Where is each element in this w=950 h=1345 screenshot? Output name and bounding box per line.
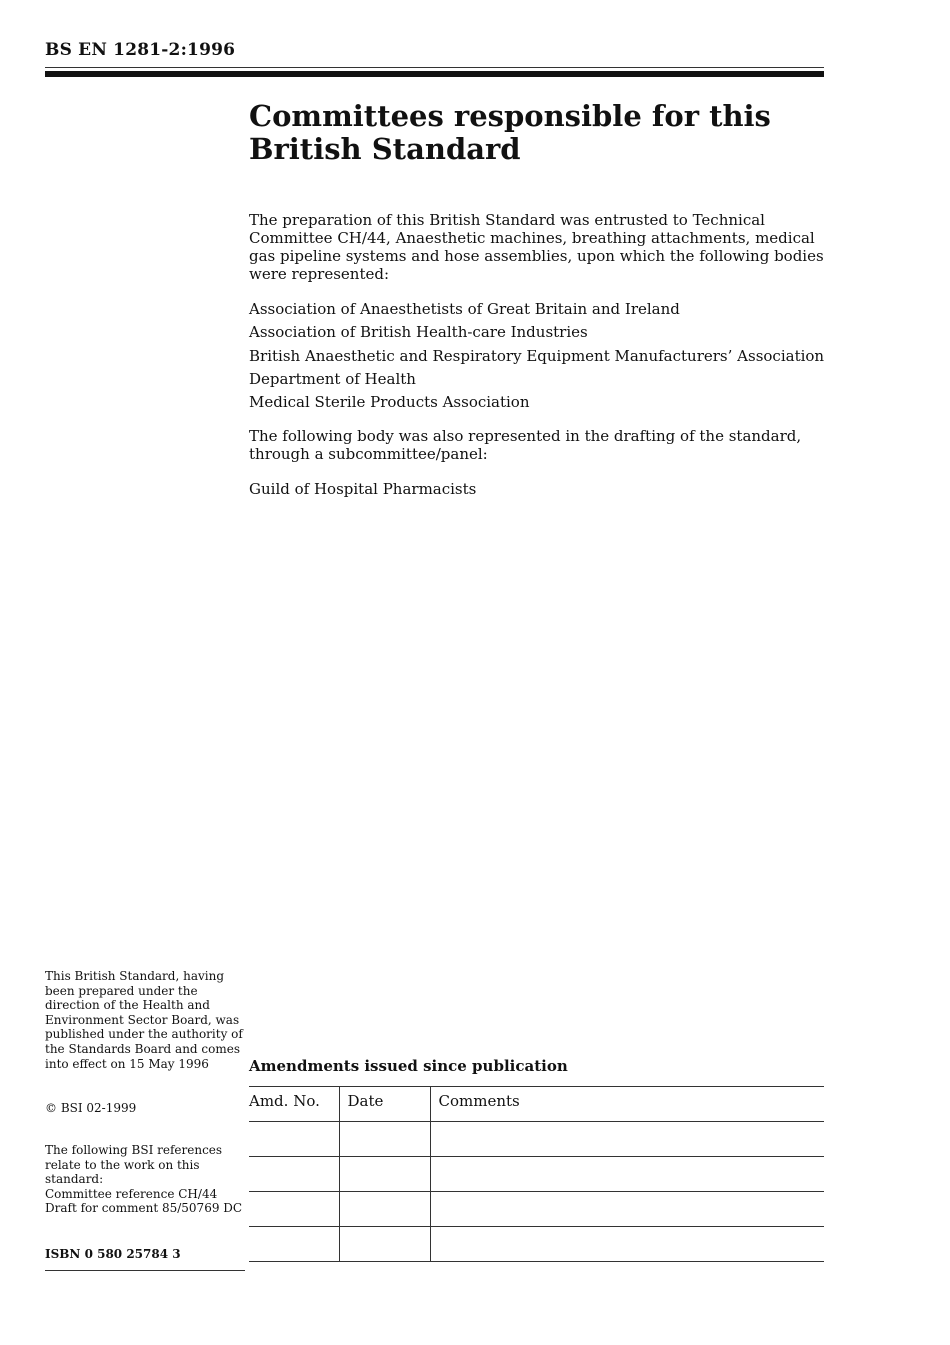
- table-cell: [430, 1227, 824, 1262]
- header-rule-thick: [45, 71, 824, 77]
- intro-paragraph: The preparation of this British Standard was entrusted to Technical Committee CH/44, Anaesthetic machines, breathing attachments, medical gas pipeline systems and hose assemblies, upon which the following bodies were represented:: [249, 211, 824, 283]
- table-cell: [249, 1157, 339, 1192]
- table-cell: [430, 1192, 824, 1227]
- list-item: Association of British Health-care Industries: [249, 323, 588, 342]
- table-cell: [249, 1192, 339, 1227]
- column-header-comments: Comments: [430, 1087, 824, 1122]
- table-cell: [339, 1157, 430, 1192]
- column-header-date: Date: [339, 1087, 430, 1122]
- table-cell: [430, 1122, 824, 1157]
- sidebar-bottom-rule: [45, 1270, 245, 1271]
- bsi-references: [45, 1143, 245, 1216]
- table-row: [249, 1192, 824, 1227]
- table-cell: [249, 1122, 339, 1157]
- also-represented-paragraph: The following body was also represented in the drafting of the standard, through a subcommittee/panel:: [249, 427, 802, 463]
- references-intro: The following BSI references relate to the work on this standard:: [45, 1143, 223, 1187]
- also-body-item: Guild of Hospital Pharmacists: [249, 480, 477, 498]
- represented-bodies-list: [249, 299, 824, 415]
- list-item: Association of Anaesthetists of Great Britain and Ireland: [249, 300, 680, 318]
- column-header-amd-no: Amd. No.: [249, 1087, 339, 1122]
- isbn: ISBN 0 580 25784 3: [45, 1247, 181, 1261]
- draft-reference: Draft for comment 85/50769 DC: [45, 1201, 243, 1216]
- table-row: [249, 1227, 824, 1262]
- header-rule-thin: [45, 67, 824, 68]
- publication-note: This British Standard, having been prepared under the direction of the Health and Environment Sector Board, was published under the authority of the Standards Board and comes into effect on 15 May 1996: [45, 969, 243, 1071]
- document-code: BS EN 1281-2:1996: [45, 40, 236, 60]
- table-cell: [339, 1122, 430, 1157]
- table-header-row: [249, 1087, 824, 1122]
- table-cell: [249, 1227, 339, 1262]
- list-item: Medical Sterile Products Association: [249, 393, 530, 412]
- table-cell: [339, 1227, 430, 1262]
- amendments-table: [249, 1086, 824, 1262]
- table-cell: [339, 1192, 430, 1227]
- committee-reference: Committee reference CH/44: [45, 1186, 218, 1201]
- amendments-heading: Amendments issued since publication: [249, 1057, 568, 1075]
- list-item: Department of Health: [249, 369, 416, 388]
- table-row: [249, 1157, 824, 1192]
- copyright-note: © BSI 02-1999: [45, 1101, 137, 1115]
- list-item: British Anaesthetic and Respiratory Equipment Manufacturers’ Association: [249, 346, 825, 365]
- page-title: Committees responsible for this British Standard: [249, 99, 771, 166]
- table-row: [249, 1122, 824, 1157]
- table-cell: [430, 1157, 824, 1192]
